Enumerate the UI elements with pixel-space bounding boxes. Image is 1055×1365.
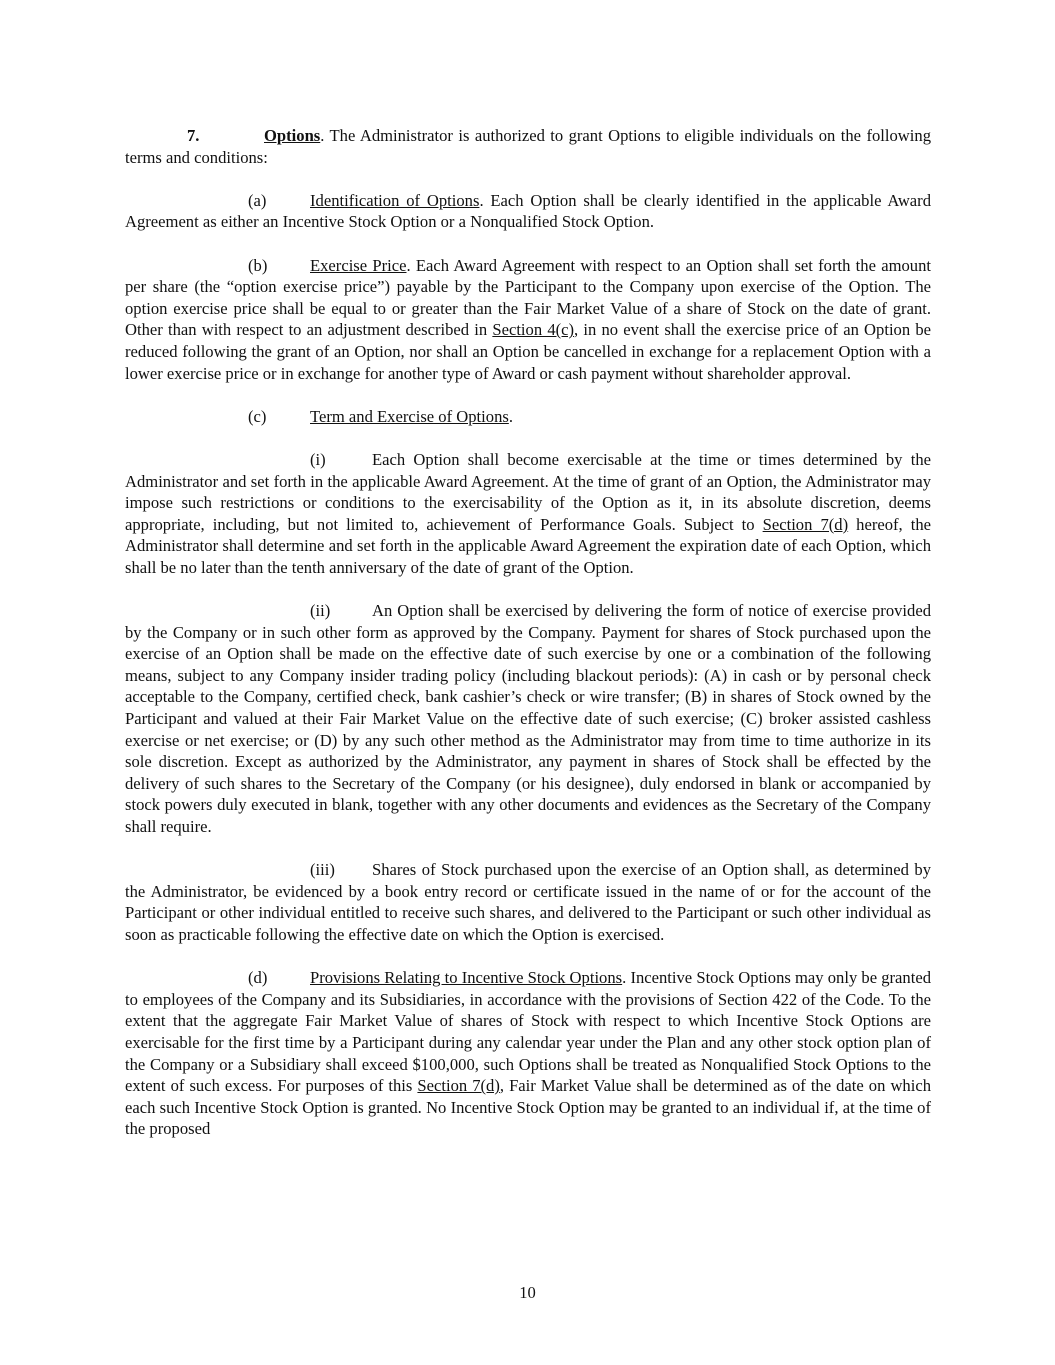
subsection-text: . Incentive Stock Options may only be granted to employees of the Company and its Subsidiaries, in accordance with the provisions of Section 422 of the Code. To the extent that the aggregate Fair Market Value of shares of Stock with respect to which Incentive Stock Options are exercisable for the first time by a Participant during any calendar year under the Plan and any other stock option plan of the Company or a Subsidiary shall exceed $100,000, such Options shall be treated as Nonqualified Stock Options to the extent of such excess. For purposes of this	[125, 968, 931, 1096]
page-number: 10	[519, 1283, 536, 1302]
clause-ii-paragraph	[125, 600, 931, 838]
clause-i-paragraph	[125, 449, 931, 579]
subsection-heading: Provisions Relating to Incentive Stock Options	[310, 968, 623, 988]
subsection-text: , in no event shall the exercise price of an Option be reduced following the grant of an Option, nor shall an Option be cancelled in exchange for a replacement Option with a lower exercise price or in exchange for another type of Award or cash payment without shareholder approval.	[125, 320, 931, 383]
subsection-c-paragraph	[125, 406, 931, 428]
section-heading: Options	[264, 126, 321, 145]
subsection-number: (b)	[248, 255, 268, 275]
cross-reference: Section 4(c)	[492, 320, 575, 340]
document-page	[125, 125, 931, 1162]
subsection-heading: Identification of Options	[310, 190, 480, 210]
subsection-text: . Each Option shall be clearly identified in the applicable Award Agreement as either an Incentive Stock Option or a Nonqualified Stock Option.	[125, 190, 931, 232]
subsection-number: (d)	[248, 968, 268, 988]
clause-text: Shares of Stock purchased upon the exercise of an Option shall, as determined by the Administrator, be evidenced by a book entry record or certificate issued in the name of or for the account of the Participant or other individual entitled to receive such shares, and delivered to the Participant or such other individual as soon as practicable following the effective date on which the Option is exercised.	[125, 860, 931, 944]
clause-number: (ii)	[310, 601, 331, 621]
section-text: . The Administrator is authorized to grant Options to eligible individuals on the following terms and conditions:	[125, 126, 931, 167]
cross-reference: Section 7(d)	[762, 514, 849, 534]
subsection-number: (c)	[248, 406, 267, 426]
subsection-text: , Fair Market Value shall be determined as of the date on which each such Incentive Stock Option is granted. No Incentive Stock Option may be granted to an individual if, at the time of the proposed	[125, 1076, 931, 1139]
clause-text: An Option shall be exercised by delivering the form of notice of exercise provided by the Company or in such other form as approved by the Company. Payment for shares of Stock purchased upon the exercise of an Option shall be made on the effective date of such exercise by one or a combination of the following means, subject to any Company insider trading policy (including blackout periods): (A) in cash or by personal check acceptable to the Company, certified check, bank cashier’s check or wire transfer; (B) in shares of Stock owned by the Participant and valued at their Fair Market Value on the effective date of such exercise; (C) broker assisted cashless exercise or net exercise; or (D) by any such other method as the Administrator may from time to time authorize in its sole discretion. Except as authorized by the Administrator, any payment in shares of Stock shall be effected by the delivery of such shares to the Secretary of the Company (or his designee), duly endorsed in blank or accompanied by stock powers duly executed in blank, together with any other documents and evidences as the Secretary of the Company shall require.	[125, 601, 931, 836]
section-7-paragraph	[125, 125, 931, 168]
subsection-d-paragraph	[125, 967, 931, 1140]
section-number: 7.	[187, 126, 200, 145]
subsection-text: . Each Award Agreement with respect to an Option shall set forth the amount per share (the “option exercise price”) payable by the Participant to the Company upon exercise of the Option. The option exercise price shall be equal to or greater than the Fair Market Value of a share of Stock on the date of grant. Other than with respect to an adjustment described in	[125, 255, 931, 340]
subsection-text: .	[508, 406, 513, 426]
subsection-b-paragraph	[125, 255, 931, 385]
clause-text: Each Option shall become exercisable at the time or times determined by the Administrator and set forth in the applicable Award Agreement. At the time of grant of an Option, the Administrator may impose such restrictions or conditions to the exercisability of the Option as it, in its absolute discretion, deems appropriate, including, but not limited to, achievement of Performance Goals. Subject to	[125, 449, 931, 534]
clause-number: (i)	[310, 449, 326, 469]
subsection-a-paragraph	[125, 190, 931, 233]
subsection-heading: Term and Exercise of Options	[310, 406, 509, 426]
clause-iii-paragraph	[125, 859, 931, 945]
subsection-number: (a)	[248, 190, 267, 210]
cross-reference: Section 7(d)	[417, 1076, 500, 1096]
clause-number: (iii)	[310, 860, 335, 880]
clause-text: hereof, the Administrator shall determine and set forth in the applicable Award Agreement the expiration date of each Option, which shall be no later than the tenth anniversary of the date of grant of the Option.	[125, 514, 932, 577]
subsection-heading: Exercise Price	[310, 255, 407, 275]
